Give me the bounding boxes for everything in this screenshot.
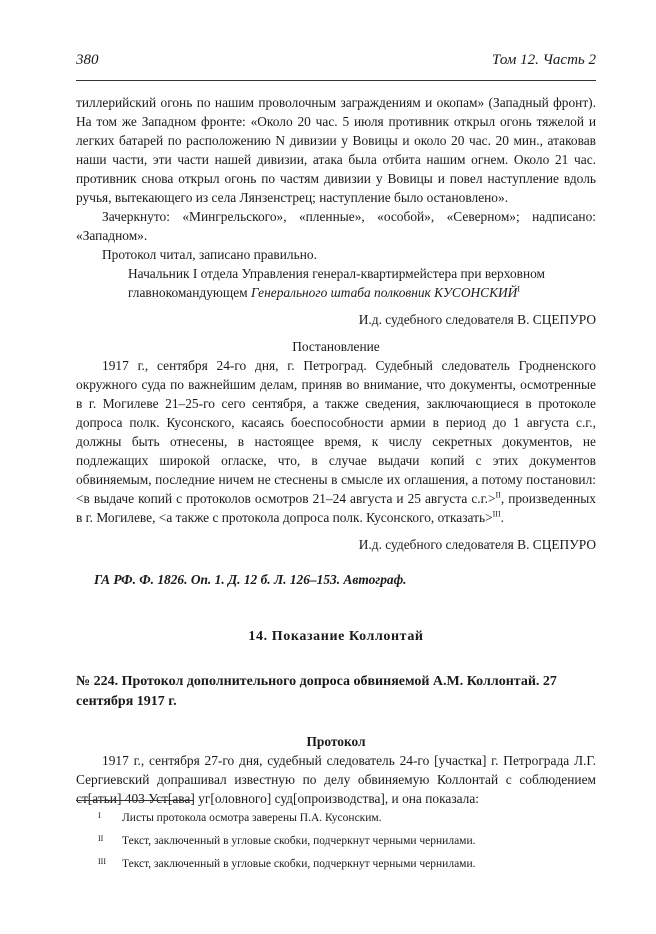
- paragraph-protocol: 1917 г., сентября 27-го дня, судебный следователь 24-го [участка] г. Петрограда Л.Г. Сергиевский допрашивал известную по делу обвиняемую Коллонтай с соблюдением ст[атьи] 403 Уст[ава] уг[оловного] суд[опроизводства], и она показала:: [76, 753, 596, 806]
- page-body: [76, 93, 596, 808]
- postanovlenie-text-b: , произведенных в г. Могилеве, <а также с протокола допроса полк. Кусонского, отказать>: [76, 491, 596, 525]
- signature-tsepuro-2: И.д. судебного следователя В. СЦЕПУРО: [358, 537, 596, 552]
- paragraph-read-confirmation: Протокол читал, записано правильно.: [102, 247, 317, 262]
- section-heading: 14. Показание Коллонтай: [248, 629, 424, 644]
- footnotes: [76, 810, 596, 879]
- footnote-marker: III: [98, 857, 106, 866]
- archive-reference: ГА РФ. Ф. 1826. Оп. 1. Д. 12 б. Л. 126–153. Автограф.: [94, 572, 407, 587]
- footnote: [76, 856, 596, 872]
- footnote-ref-1: I: [517, 284, 521, 294]
- postanovlenie-text-a: 1917 г., сентября 24-го дня, г. Петроград. Судебный следователь Гродненского окружного суда по важнейшим делам, приняв во внимание, что документы, осмотренные в г. Могилеве 21–25-го сего сентября, а также сведения, заключающиеся в протоколе допроса полк. Кусонского, касаясь боеспособности армии в период до 1 августа с.г., должны быть отнесены, в настоящее время, к числу секретных документов, не подлежащих широкой огласке, что, в случае выдачи копий с этих документов обвиняемым, последние ничем не стеснены в смысле их оглашения, а потому постановил: <в выдаче копий с протоколов осмотров 21–24 августа и 25 августа с.г.>: [76, 358, 596, 506]
- footnote-text: Листы протокола осмотра заверены П.А. Кусонским.: [122, 812, 382, 824]
- page-number: 380: [76, 52, 99, 68]
- signature-kusonsky: [76, 264, 596, 302]
- volume-title: Том 12. Часть 2: [492, 52, 596, 68]
- footnote-marker: I: [98, 811, 101, 820]
- footnote-ref-2: II: [495, 490, 501, 500]
- signature-kusonsky-text: Начальник I отдела Управления генерал-квартирмейстера при верховном главнокомандующем: [128, 266, 546, 300]
- running-header: [76, 52, 596, 74]
- document-title: № 224. Протокол дополнительного допроса обвиняемой А.М. Коллонтай. 27 сентября 1917 г.: [76, 674, 557, 709]
- footnote: [76, 833, 596, 849]
- footnote-text: Текст, заключенный в угловые скобки, подчеркнут черными чернилами.: [122, 858, 476, 870]
- signature-tsepuro-1: И.д. судебного следователя В. СЦЕПУРО: [358, 312, 596, 327]
- footnote-rule: [76, 800, 194, 801]
- postanovlenie-title: Постановление: [292, 339, 380, 354]
- footnote-ref-3: III: [492, 509, 501, 519]
- paragraph-postanovlenie: [76, 356, 596, 527]
- protocol-title: Протокол: [306, 734, 366, 749]
- footnote-text: Текст, заключенный в угловые скобки, подчеркнут черными чернилами.: [122, 835, 476, 847]
- signature-kusonsky-italic: Генерального штаба полковник КУСОНСКИЙ: [250, 285, 518, 300]
- footnote-marker: II: [98, 834, 104, 843]
- postanovlenie-text-end: .: [500, 510, 504, 525]
- header-rule: [76, 80, 596, 81]
- paragraph-corrections: Зачеркнуто: «Мингрельского», «пленные», «особой», «Северном»; надписано: «Западном».: [76, 209, 596, 243]
- footnote: [76, 810, 596, 826]
- paragraph-continuation: тиллерийский огонь по нашим проволочным заграждениям и окопам» (Западный фронт). На том же Западном фронте: «Около 20 час. 5 июля противник открыл огонь тяжелой и легких батарей по расположению N дивизии у Вовицы и около 20 час. 20 мин., атаковав наши части, эти части нашей дивизии, атака была отбита нашим огнем. Около 21 час. противник снова открыл огонь по частям дивизии у Вовицы и повел наступление вдоль ручья, вытекающего из села Лянзенстрец; наступление было остановлено».: [76, 95, 596, 205]
